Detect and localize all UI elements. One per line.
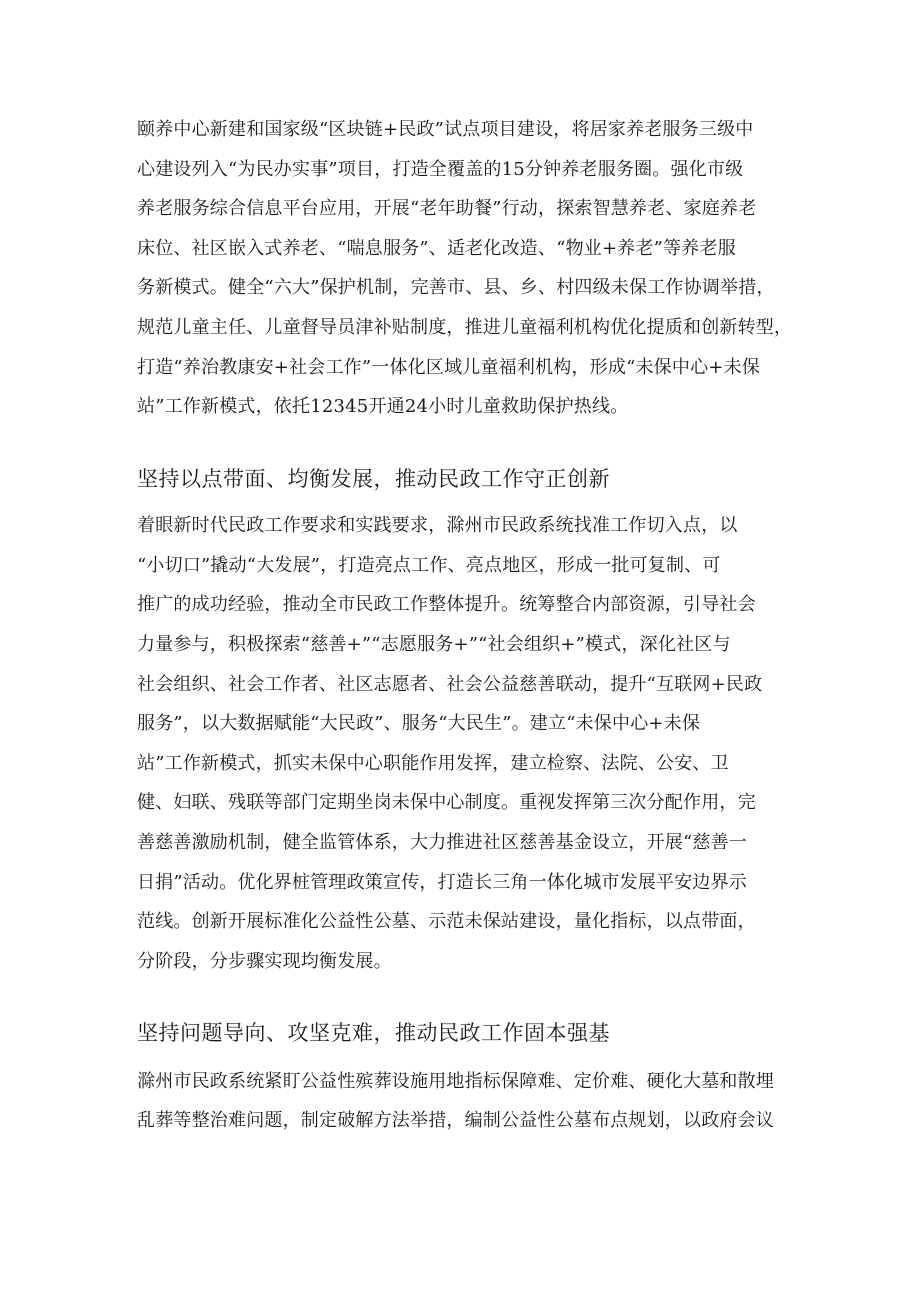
text-line: 服务”，以大数据赋能“大民政”、服务“大民生”。建立“未保中心+未保 [137, 713, 701, 734]
text-line: 社会组织、社会工作者、社区志愿者、社会公益慈善联动，提升“互联网+民政 [137, 674, 763, 695]
text-line: 健、妇联、残联等部门定期坐岗未保中心制度。重视发挥第三次分配作用，完 [137, 792, 756, 813]
text-line: 床位、社区嵌入式养老、“喘息服务”、适老化改造、“物业+养老”等养老服 [137, 238, 736, 259]
text-line: “小切口”撬动“大发展”，打造亮点工作、亮点地区，形成一批可复制、可 [137, 555, 721, 576]
text-line: 分阶段，分步骤实现均衡发展。 [137, 951, 392, 972]
text-line: 善慈善激励机制，健全监管体系，大力推进社区慈善基金设立，开展“慈善一 [137, 832, 747, 853]
text-line: 心建设列入“为民办实事”项目，打造全覆盖的15分钟养老服务圈。强化市级 [137, 159, 744, 180]
text-line: 颐养中心新建和国家级“区块链+民政”试点项目建设，将居家养老服务三级中 [137, 119, 754, 140]
section-heading: 坚持以点带面、均衡发展，推动民政工作守正创新 [137, 467, 610, 491]
text-line: 日捐”活动。优化界桩管理政策宣传，打造长三角一体化城市发展平安边界示 [137, 872, 747, 893]
text-line: 站”工作新模式，抓实未保中心职能作用发挥，建立检察、法院、公安、卫 [137, 753, 729, 774]
text-line: 养老服务综合信息平台应用，开展“老年助餐”行动，探索智慧养老、家庭养老 [137, 198, 757, 219]
section-heading: 坚持问题导向、攻坚克难，推动民政工作固本强基 [137, 1021, 610, 1045]
text-line: 着眼新时代民政工作要求和实践要求，滁州市民政系统找准工作切入点，以 [137, 515, 738, 536]
text-line: 推广的成功经验，推动全市民政工作整体提升。统筹整合内部资源，引导社会 [137, 594, 756, 615]
text-line: 范线。创新开展标准化公益性公墓、示范未保站建设，量化指标，以点带面， [137, 911, 756, 932]
text-line: 滁州市民政系统紧盯公益性殡葬设施用地指标保障难、定价难、硬化大墓和散埋 [137, 1071, 774, 1092]
text-line: 打造“养治教康安+社会工作”一体化区域儿童福利机构，形成“未保中心+未保 [137, 357, 760, 378]
text-line: 力量参与，积极探索“慈善+”“志愿服务+”“社会组织+”模式，深化社区与 [137, 634, 731, 655]
text-line: 站”工作新模式，依托12345开通24小时儿童救助保护热线。 [137, 396, 629, 417]
text-line: 务新模式。健全“六大”保护机制，完善市、县、乡、村四级未保工作协调举措， [137, 277, 775, 298]
text-line: 规范儿童主任、儿童督导员津补贴制度，推进儿童福利机构优化提质和创新转型， [137, 317, 793, 338]
text-line: 乱葬等整治难问题，制定破解方法举措，编制公益性公墓布点规划，以政府会议 [137, 1110, 774, 1131]
